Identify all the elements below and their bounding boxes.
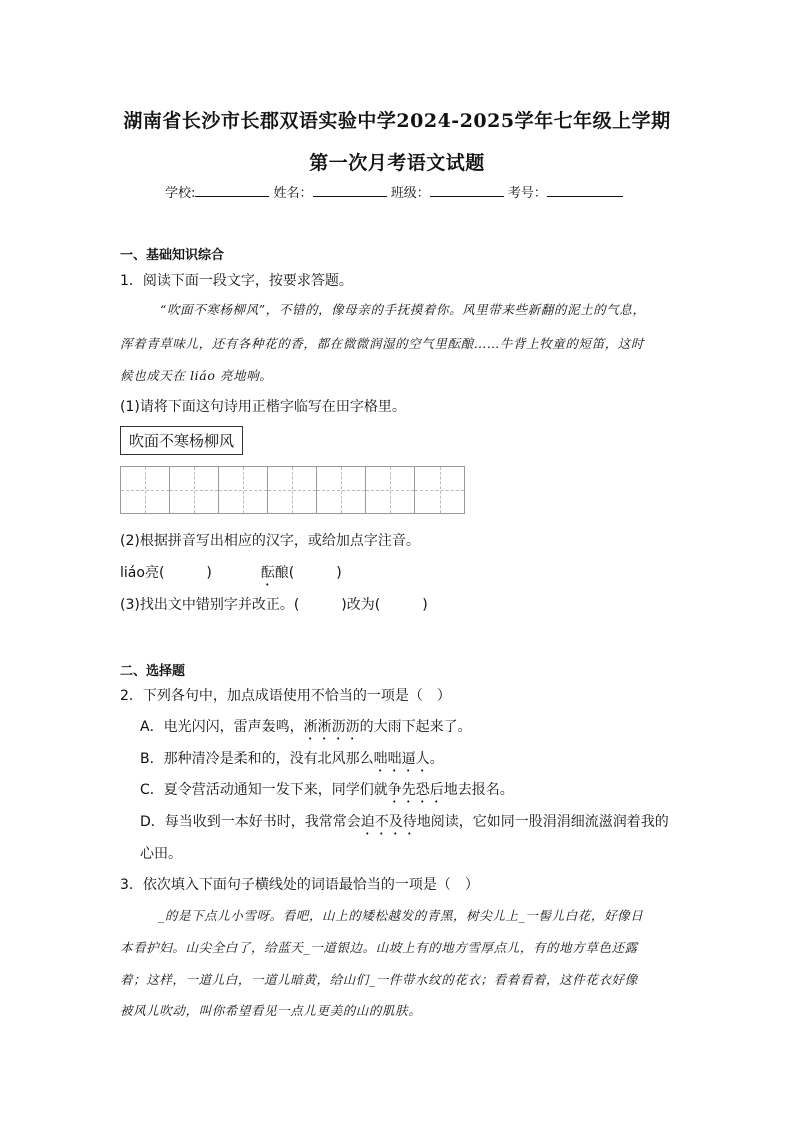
- q1-stem: 1．阅读下面一段文字，按要求答题。: [120, 273, 353, 289]
- class-blank[interactable]: [430, 182, 504, 197]
- section1-heading: 一、基础知识综合: [120, 248, 225, 263]
- option-text: 地阅读，它如同一股涓涓细流滋润着我的: [416, 814, 669, 830]
- tianzige-cell[interactable]: [268, 467, 317, 513]
- q2-option-d-line2: 心田。: [140, 846, 182, 862]
- pinyin-a-blank[interactable]: ( ): [158, 565, 212, 581]
- tianzige-cell[interactable]: [219, 467, 268, 513]
- exam-title-line2: 第一次月考语文试题: [309, 152, 485, 174]
- option-text: C．夏令营活动通知一发下来，同学们就: [140, 782, 388, 798]
- q1-sub3: (3)找出文中错别字并改正。( )改为( ): [120, 597, 428, 613]
- q1-passage-line: 浑着青草味儿，还有各种花的香，都在微微润湿的空气里酝酿……牛背上牧童的短笛，这时: [120, 336, 645, 351]
- q2-stem: 2．下列各句中，加点成语使用不恰当的一项是（ ）: [120, 688, 451, 704]
- tianzige-cell[interactable]: [121, 467, 170, 513]
- option-text: 。: [429, 751, 444, 767]
- exam-no-blank[interactable]: [547, 182, 623, 197]
- option-idiom: 淅淅沥沥: [303, 719, 360, 735]
- pinyin-b-char1: 酝: [260, 565, 275, 581]
- school-label: 学校:: [165, 186, 196, 201]
- option-text: B．那种清冷是柔和的，没有北风那么: [140, 751, 374, 767]
- tianzige-cell[interactable]: [317, 467, 366, 513]
- q3-passage-line: 被风儿吹动，叫你希望看见一点儿更美的山的肌肤。: [120, 1003, 422, 1018]
- q3-passage-line: 着；这样，一道儿白，一道儿暗黄，给山们_一件带水纹的花衣；看着看着，这件花衣好像: [120, 972, 638, 987]
- exam-title-line1: 湖南省长沙市长郡双语实验中学2024-2025学年七年级上学期: [123, 110, 671, 132]
- q1-sub2: (2)根据拼音写出相应的汉字，或给加点字注音。: [120, 533, 420, 549]
- name-label: 姓名：: [273, 186, 313, 201]
- copy-text-box: 吹面不寒杨柳风: [120, 426, 243, 455]
- q3-passage-line: 本看护妇。山尖全白了，给蓝天_一道银边。山坡上有的地方雪厚点儿，有的地方草色还露: [120, 940, 638, 955]
- pinyin-a-char: 亮: [144, 565, 159, 581]
- option-text: D．每当收到一本好书时，我常常会: [140, 814, 361, 830]
- option-idiom: 咄咄逼人: [373, 751, 430, 767]
- option-idiom: 争先恐后: [387, 782, 444, 798]
- pinyin-b-char2: 酿: [274, 565, 289, 581]
- tianzige-cell[interactable]: [415, 467, 464, 513]
- section2-heading: 二、选择题: [120, 664, 186, 679]
- q1-passage-line: “吹面不寒杨柳风”，不错的，像母亲的手抚摸着你。风里带来些新翻的泥土的气息，: [160, 302, 646, 317]
- pinyin-a-pinyin: liáo: [120, 565, 145, 581]
- student-info-line: [165, 182, 623, 201]
- option-text: 地去报名。: [443, 782, 514, 798]
- q2-option-b[interactable]: [140, 748, 444, 775]
- q1-passage-line: 候也成天在 liáo 亮地响。: [120, 368, 273, 383]
- tianzige-cell[interactable]: [170, 467, 219, 513]
- class-label: 班级：: [390, 186, 430, 201]
- name-blank[interactable]: [313, 182, 387, 197]
- tianzige-grid[interactable]: [120, 466, 465, 514]
- q3-passage-line: _的是下点儿小雪呀。看吧，山上的矮松越发的青黑，树尖儿上_一髻儿白花，好像日: [158, 908, 644, 923]
- tianzige-cell[interactable]: [366, 467, 415, 513]
- q2-option-d[interactable]: [140, 811, 669, 838]
- q2-option-a[interactable]: [140, 716, 472, 743]
- option-idiom: 迫不及待: [360, 814, 417, 830]
- option-text: A．电光闪闪，雷声轰鸣，: [140, 719, 304, 735]
- q3-stem: 3．依次填入下面句子横线处的词语最恰当的一项是（ ）: [120, 877, 479, 893]
- q2-option-c[interactable]: [140, 779, 514, 806]
- school-blank[interactable]: [195, 182, 269, 197]
- pinyin-b-blank[interactable]: ( ): [288, 565, 342, 581]
- option-text: 的大雨下起来了。: [359, 719, 472, 735]
- q1-sub1: (1)请将下面这句诗用正楷字临写在田字格里。: [120, 399, 406, 415]
- exam-no-label: 考号：: [507, 186, 547, 201]
- pinyin-items: [120, 562, 342, 589]
